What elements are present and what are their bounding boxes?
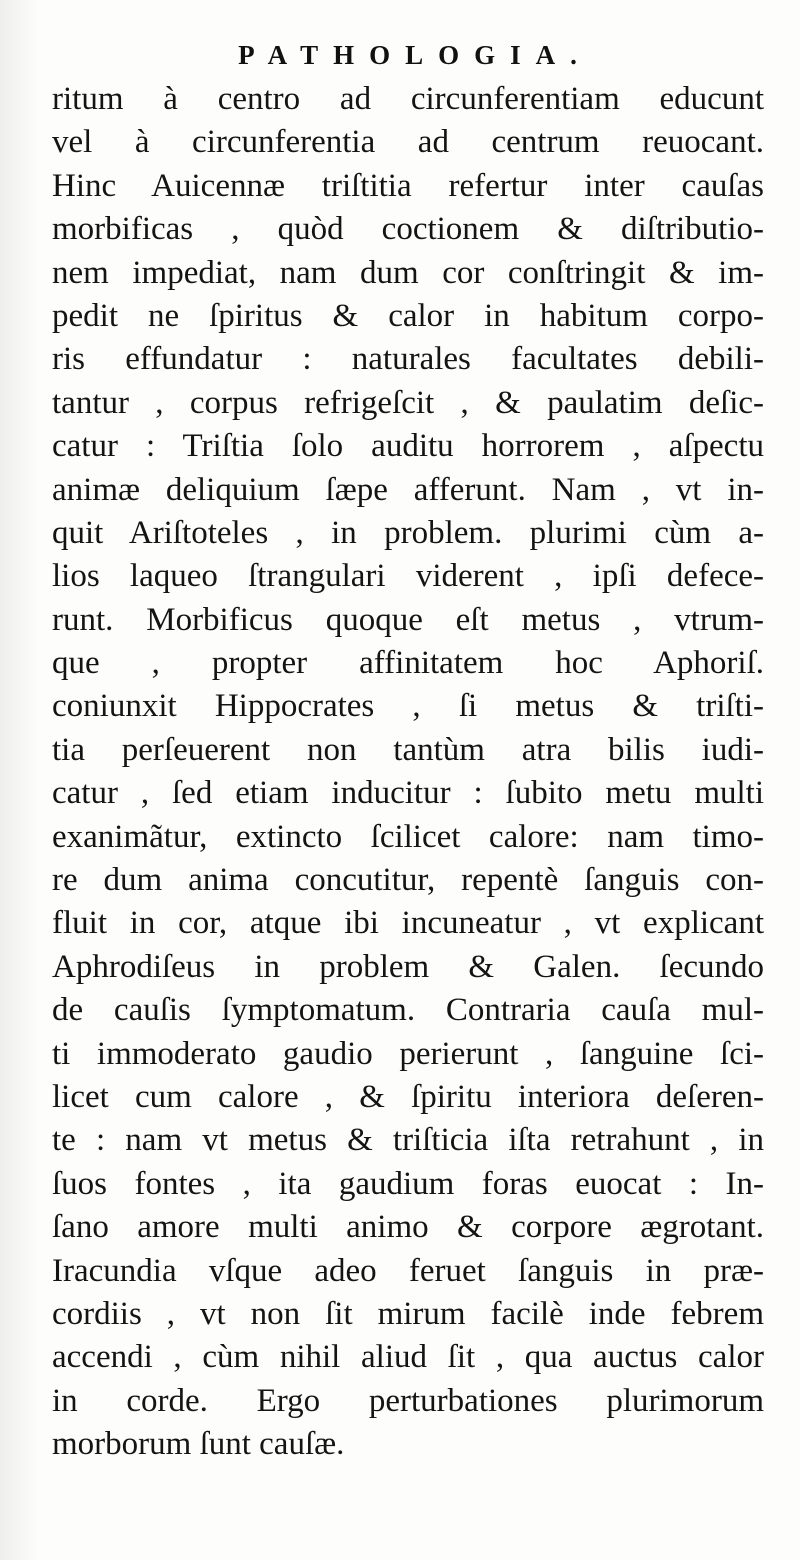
text-line: tantur , corpus refrigeſcit , & paulatim deſic- (52, 384, 764, 421)
running-head: PATHOLOGIA. (238, 40, 592, 70)
text-line: ſuos fontes , ita gaudium foras euocat : In- (52, 1165, 764, 1202)
text-line: catur : Triſtia ſolo auditu horrorem , aſpectu (52, 428, 764, 465)
text-line: ris effundatur : naturales facultates debili- (52, 341, 764, 378)
text-line: nem impediat, nam dum cor conſtringit & im- (52, 254, 764, 291)
text-line: ſano amore multi animo & corpore ægrotant. (52, 1209, 764, 1246)
text-line: cordiis , vt non ſit mirum facilè inde febrem (52, 1295, 764, 1332)
text-line: tia perſeuerent non tantùm atra bilis iudi- (52, 731, 764, 768)
text-line: Iracundia vſque adeo feruet ſanguis in præ- (52, 1252, 764, 1289)
text-line: morborum ſunt cauſæ. (52, 1426, 345, 1463)
text-line: vel à circunferentia ad centrum reuocant. (52, 124, 764, 161)
text-line: te : nam vt metus & triſticia iſta retrahunt , in (52, 1122, 764, 1159)
text-line: accendi , cùm nihil aliud ſit , qua auctus calor (52, 1339, 764, 1376)
text-line: catur , ſed etiam inducitur : ſubito metu multi (52, 775, 764, 812)
text-line: Aphrodiſeus in problem & Galen. ſecundo (52, 948, 764, 985)
text-line: licet cum calore , & ſpiritu interiora deſeren- (52, 1078, 764, 1115)
body-text (52, 78, 764, 1467)
text-line: runt. Morbificus quoque eſt metus , vtrum- (52, 601, 764, 638)
text-line: re dum anima concutitur, repentè ſanguis con- (52, 862, 764, 899)
text-line: que , propter affinitatem hoc Aphoriſ. (52, 645, 764, 682)
text-line: quit Ariſtoteles , in problem. plurimi cùm a- (52, 514, 764, 551)
text-line: ritum à centro ad circunferentiam educunt (52, 81, 764, 117)
text-line: in corde. Ergo perturbationes plurimorum (52, 1382, 764, 1419)
text-line: exanimãtur, extincto ſcilicet calore: nam timo- (52, 818, 764, 855)
text-line: pedit ne ſpiritus & calor in habitum corpo- (52, 297, 764, 334)
text-line: fluit in cor, atque ibi incuneatur , vt explicant (52, 905, 764, 942)
text-line: animæ deliquium ſæpe afferunt. Nam , vt in- (52, 471, 764, 508)
text-line: de cauſis ſymptomatum. Contraria cauſa mul- (52, 992, 764, 1029)
text-line: morbificas , quòd coctionem & diſtributio- (52, 211, 764, 248)
text-line: coniunxit Hippocrates , ſi metus & triſti- (52, 688, 764, 725)
page-gutter-shading (0, 0, 40, 1560)
text-line: ti immoderato gaudio perierunt , ſanguine ſci- (52, 1035, 764, 1072)
text-line: Hinc Auicennæ triſtitia refertur inter cauſas (52, 167, 764, 204)
text-line: lios laqueo ſtrangulari viderent , ipſi defece- (52, 558, 764, 595)
